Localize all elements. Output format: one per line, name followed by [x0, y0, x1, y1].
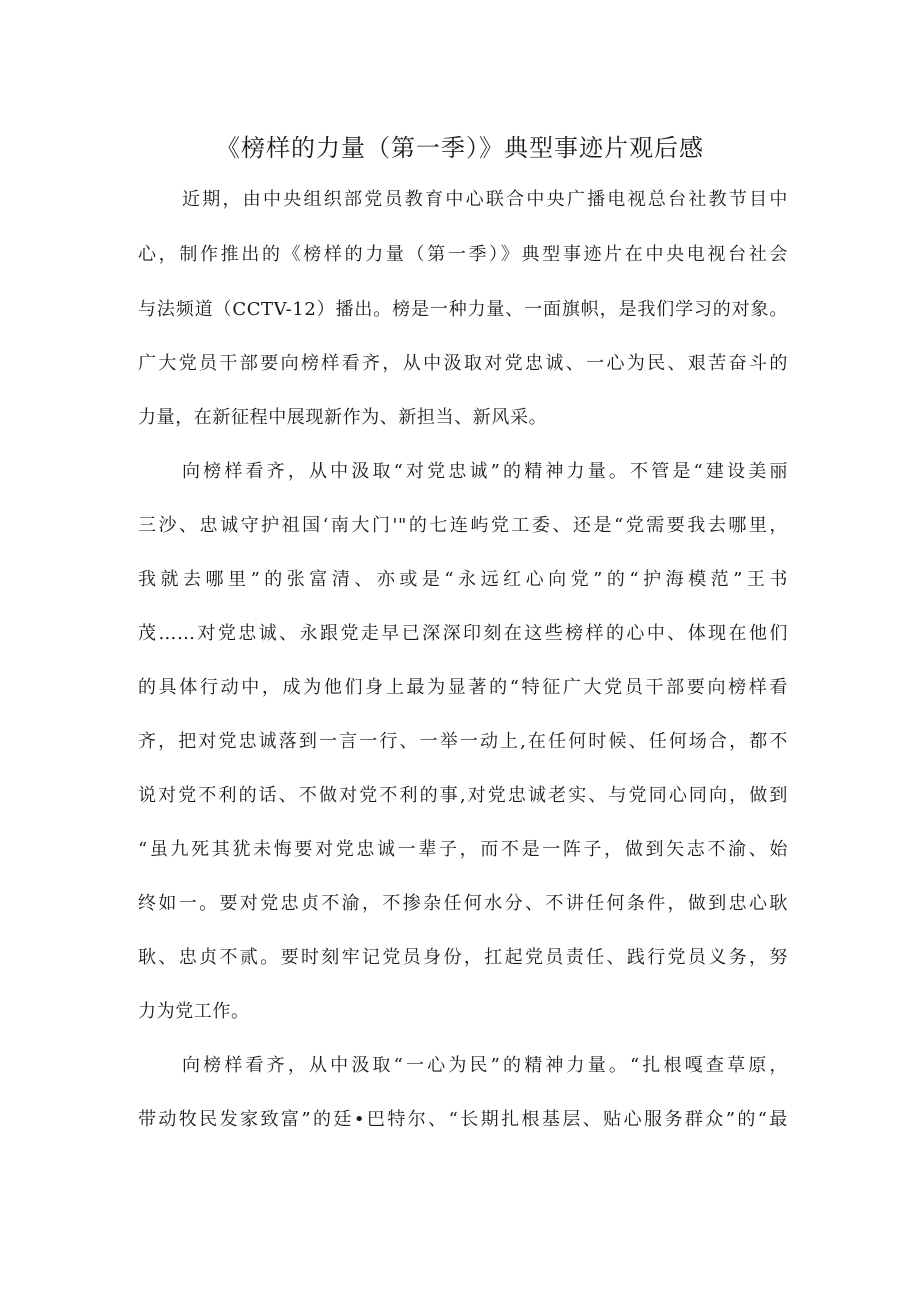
paragraph-2-line-11: 力为党工作。 [138, 1001, 250, 1022]
paragraph-1-line-1: 近期，由中央组织部党员教育中心联合中央广播电视总台社教节目中 [182, 189, 788, 210]
paragraph-2-line-5: 的具体行动中，成为他们身上最为显著的“特征广大党员干部要向榜样看 [138, 677, 788, 698]
paragraph-2-line-2: 三沙、忠诚守护祖国‘南大门'"的七连屿党工委、还是“党需要我去哪里， [138, 515, 788, 536]
paragraph-1-line-4: 广大党员干部要向榜样看齐，从中汲取对党忠诚、一心为民、艰苦奋斗的 [138, 353, 788, 374]
paragraph-2-line-8: “虽九死其犹未悔要对党忠诚一辈子，而不是一阵子，做到矢志不渝、始 [138, 839, 788, 860]
paragraph-2-line-9: 终如一。要对党忠贞不渝，不掺杂任何水分、不讲任何条件，做到忠心耿 [138, 893, 788, 914]
paragraph-1-line-2: 心，制作推出的《榜样的力量（第一季）》典型事迹片在中央电视台社会 [138, 244, 788, 265]
paragraph-2-line-4: 茂……对党忠诚、永跟党走早已深深印刻在这些榜样的心中、体现在他们 [138, 623, 788, 644]
paragraph-1-line-3: 与法频道（CCTV-12）播出。榜是一种力量、一面旗帜，是我们学习的对象。 [138, 299, 788, 320]
paragraph-2-line-1: 向榜样看齐，从中汲取“对党忠诚”的精神力量。不管是“建设美丽 [182, 461, 788, 482]
paragraph-2-line-10: 耿、忠贞不贰。要时刻牢记党员身份，扛起党员责任、践行党员义务，努 [138, 947, 788, 968]
document-title: 《榜样的力量（第一季）》典型事迹片观后感 [216, 134, 704, 162]
paragraph-3-line-1: 向榜样看齐，从中汲取“一心为民”的精神力量。“扎根嘎查草原， [182, 1055, 788, 1076]
paragraph-1-line-5: 力量，在新征程中展现新作为、新担当、新风采。 [138, 407, 548, 428]
paragraph-2-line-7: 说对党不利的话、不做对党不利的事,对党忠诚老实、与党同心同向，做到 [138, 785, 788, 806]
paragraph-2-line-6: 齐，把对党忠诚落到一言一行、一举一动上,在任何时候、任何场合，都不 [138, 731, 788, 752]
paragraph-2-line-3: 我就去哪里”的张富清、亦或是“永远红心向党”的“护海模范”王书 [138, 569, 788, 590]
paragraph-3-line-2: 带动牧民发家致富”的廷•巴特尔、“长期扎根基层、贴心服务群众”的“最 [138, 1109, 788, 1130]
